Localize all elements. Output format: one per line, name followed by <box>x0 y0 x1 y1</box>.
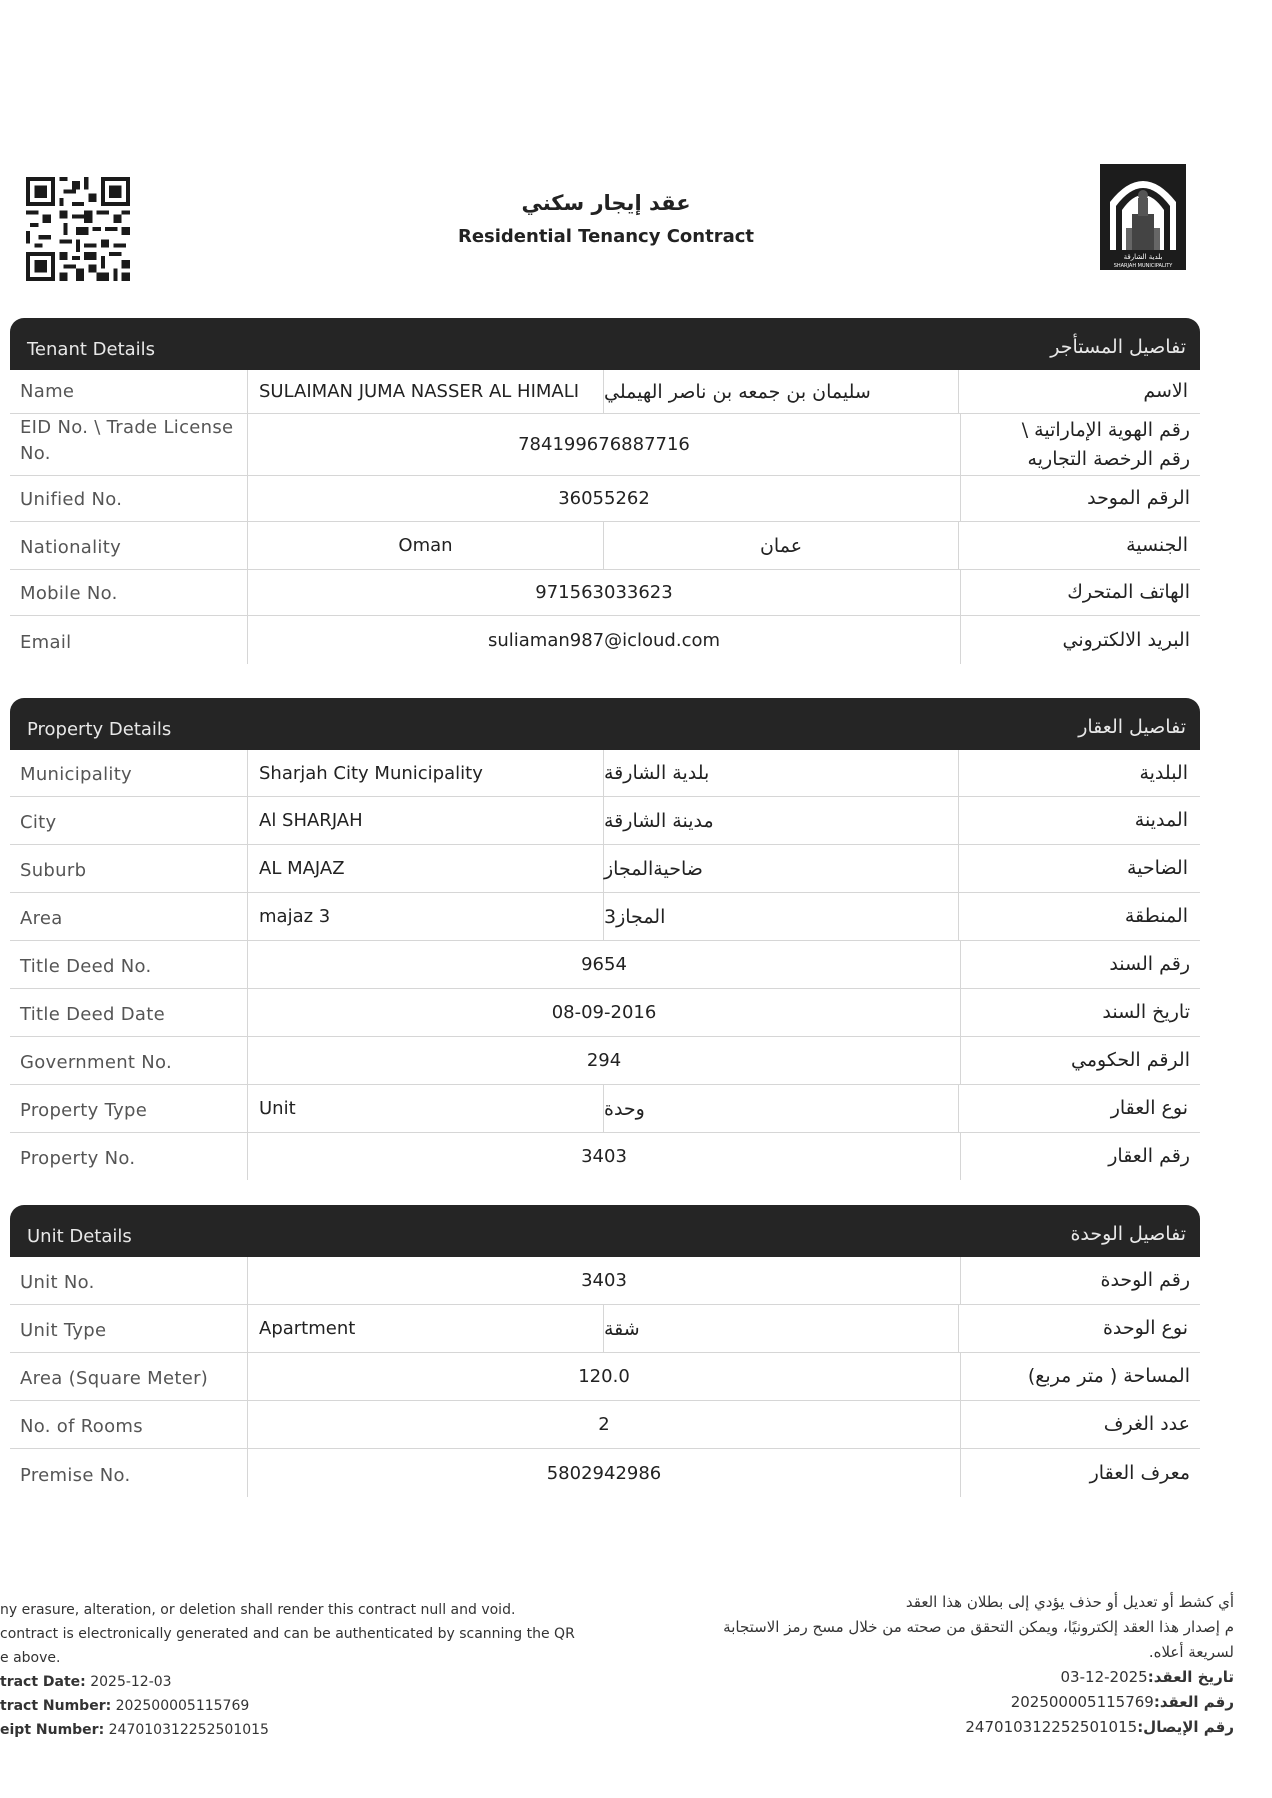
municipality-value-ar: بلدية الشارقة <box>604 750 959 796</box>
unified-label-ar: الرقم الموحد <box>1087 487 1190 510</box>
eid-label-line2: No. <box>20 442 51 464</box>
rooms-label-ar: عدد الغرف <box>1103 1413 1190 1436</box>
tenant-details-header <box>10 318 1200 370</box>
city-value-ar: مدينة الشارقة <box>604 797 959 844</box>
premise-label-ar: معرف العقار <box>1089 1461 1190 1484</box>
eid-label-line1: EID No. \ Trade License <box>20 416 234 438</box>
footer-en-line1: ny erasure, alteration, or deletion shall render this contract null and void. <box>0 1602 516 1618</box>
unit-type-value-ar: شقة <box>604 1305 959 1352</box>
property-no-label: Property No. <box>10 1133 248 1180</box>
premise-label: Premise No. <box>10 1449 248 1497</box>
unit-type-label: Unit Type <box>10 1305 248 1352</box>
email-value: suliaman987@icloud.com <box>248 616 961 664</box>
unit-area-label: Area (Square Meter) <box>10 1353 248 1400</box>
property-header-ar: تفاصيل العقار <box>1078 716 1186 738</box>
property-details-section <box>10 698 1200 1180</box>
mobile-label-ar: الهاتف المتحرك <box>1067 581 1190 604</box>
municipality-value-en: Sharjah City Municipality <box>248 750 604 796</box>
email-label: Email <box>10 616 248 664</box>
title-deed-no-label: Title Deed No. <box>10 941 248 988</box>
municipality-row <box>10 750 1200 797</box>
eid-label-ar-line1: رقم الهوية الإماراتية \ <box>1021 419 1190 441</box>
government-no-label: Government No. <box>10 1037 248 1084</box>
title-deed-date-label: Title Deed Date <box>10 989 248 1036</box>
government-no-value: 294 <box>248 1037 961 1084</box>
email-label-ar: البريد الالكتروني <box>1062 628 1190 651</box>
property-no-row <box>10 1133 1200 1180</box>
property-type-value-ar: وحدة <box>604 1085 959 1132</box>
suburb-value-ar: ضاحيةالمجاز <box>604 845 959 892</box>
unit-header-ar: تفاصيل الوحدة <box>1070 1223 1186 1245</box>
receipt-number-label-ar: رقم الإيصال: <box>1137 1718 1234 1736</box>
tenant-details-section <box>10 318 1200 664</box>
area-value-en: majaz 3 <box>248 893 604 940</box>
area-value-ar: المجاز3 <box>604 893 959 940</box>
title-english: Residential Tenancy Contract <box>457 226 755 247</box>
mobile-label: Mobile No. <box>10 570 248 615</box>
logo-text-ar: بلدية الشارقة <box>1123 253 1163 261</box>
city-value-en: Al SHARJAH <box>248 797 604 844</box>
nationality-value-en: Oman <box>248 522 604 569</box>
property-type-value-en: Unit <box>248 1085 604 1132</box>
name-label-ar: الاسم <box>1143 380 1188 403</box>
unit-area-row <box>10 1353 1200 1401</box>
contract-number-label: tract Number: <box>0 1698 112 1714</box>
premise-row <box>10 1449 1200 1497</box>
property-type-label-ar: نوع العقار <box>1110 1097 1188 1120</box>
unit-details-header <box>10 1205 1200 1257</box>
footer-ar-contract-date <box>634 1665 1234 1690</box>
footer-en-line3: e above. <box>0 1650 61 1666</box>
suburb-row <box>10 845 1200 893</box>
logo-text-en: SHARJAH MUNICIPALITY <box>1113 263 1173 269</box>
contract-date-label: tract Date: <box>0 1674 86 1690</box>
contract-date-value: 2025-12-03 <box>85 1674 172 1690</box>
footer-ar-line1: أي كشط أو تعديل أو حذف يؤدي إلى بطلان هذا العقد <box>905 1593 1234 1611</box>
unified-value: 36055262 <box>248 476 961 521</box>
tenant-email-row <box>10 616 1200 664</box>
name-value-en: SULAIMAN JUMA NASSER AL HIMALI <box>248 370 604 413</box>
unit-type-value-en: Apartment <box>248 1305 604 1352</box>
tenant-header-ar: تفاصيل المستأجر <box>1050 336 1186 358</box>
eid-label <box>10 414 248 475</box>
name-label: Name <box>10 370 248 413</box>
title-deed-date-value: 08-09-2016 <box>248 989 961 1036</box>
footer-english <box>0 1598 600 1742</box>
footer-en-contract-date <box>0 1670 600 1694</box>
footer-ar-receipt-number <box>634 1715 1234 1740</box>
unit-no-value: 3403 <box>248 1257 961 1304</box>
government-no-row <box>10 1037 1200 1085</box>
footer-en-receipt-number <box>0 1718 600 1742</box>
contract-date-value-ar: 2025-12-03 <box>1060 1668 1148 1686</box>
contract-date-label-ar: تاريخ العقد: <box>1147 1668 1234 1686</box>
unified-label: Unified No. <box>10 476 248 521</box>
tenant-header-en: Tenant Details <box>27 339 156 360</box>
footer-en-contract-number <box>0 1694 600 1718</box>
unit-area-value: 120.0 <box>248 1353 961 1400</box>
title-deed-date-label-ar: تاريخ السند <box>1102 1001 1190 1024</box>
tenant-name-row <box>10 370 1200 414</box>
eid-label-ar-line2: رقم الرخصة التجاريه <box>1027 447 1190 470</box>
nationality-label: Nationality <box>10 522 248 569</box>
tenant-unified-row <box>10 476 1200 522</box>
contract-number-label-ar: رقم العقد: <box>1153 1693 1234 1711</box>
municipality-label-ar: البلدية <box>1139 761 1188 784</box>
sharjah-municipality-logo <box>1098 162 1188 272</box>
government-no-label-ar: الرقم الحكومي <box>1071 1049 1190 1072</box>
property-type-label: Property Type <box>10 1085 248 1132</box>
footer-en-line2: contract is electronically generated and can be authenticated by scanning the QR <box>0 1626 575 1642</box>
title-deed-no-row <box>10 941 1200 989</box>
rooms-value: 2 <box>248 1401 961 1448</box>
footer-ar-contract-number <box>634 1690 1234 1715</box>
area-label: Area <box>10 893 248 940</box>
unit-no-row <box>10 1257 1200 1305</box>
footer-ar-line2: م إصدار هذا العقد إلكترونيًا، ويمكن التحقق من صحته من خلال مسح رمز الاستجابة <box>723 1618 1234 1636</box>
eid-value: 784199676887716 <box>248 414 961 475</box>
rooms-label: No. of Rooms <box>10 1401 248 1448</box>
city-label: City <box>10 797 248 844</box>
city-label-ar: المدينة <box>1134 809 1188 832</box>
property-details-header <box>10 698 1200 750</box>
receipt-number-value-ar: 247010312252501015 <box>965 1718 1138 1736</box>
tenant-nationality-row <box>10 522 1200 570</box>
area-label-ar: المنطقة <box>1124 905 1188 928</box>
name-value-ar: سليمان بن جمعه بن ناصر الهيملي <box>604 370 959 413</box>
nationality-value-ar: عمان <box>604 522 959 569</box>
mobile-value: 971563033623 <box>248 570 961 615</box>
unit-type-label-ar: نوع الوحدة <box>1102 1317 1188 1340</box>
tenant-eid-row <box>10 414 1200 476</box>
footer-ar-line3: لسريعة أعلاه. <box>1148 1643 1234 1661</box>
suburb-label-ar: الضاحية <box>1127 857 1188 880</box>
suburb-label: Suburb <box>10 845 248 892</box>
unit-area-label-ar: المساحة ( متر مربع) <box>1027 1365 1190 1388</box>
rooms-row <box>10 1401 1200 1449</box>
unit-type-row <box>10 1305 1200 1353</box>
receipt-number-label: eipt Number: <box>0 1722 105 1738</box>
unit-details-section <box>10 1205 1200 1497</box>
city-row <box>10 797 1200 845</box>
premise-value: 5802942986 <box>248 1449 961 1497</box>
contract-number-value-ar: 202500005115769 <box>1010 1693 1154 1711</box>
contract-number-value: 202500005115769 <box>111 1698 250 1714</box>
title-deed-date-row <box>10 989 1200 1037</box>
area-row <box>10 893 1200 941</box>
footer-arabic <box>634 1590 1234 1740</box>
tenant-mobile-row <box>10 570 1200 616</box>
title-arabic: عقد إيجار سكني <box>521 191 691 215</box>
nationality-label-ar: الجنسية <box>1126 534 1188 557</box>
municipality-label: Municipality <box>10 750 248 796</box>
title-deed-no-label-ar: رقم السند <box>1109 953 1190 976</box>
property-header-en: Property Details <box>27 719 172 740</box>
title-deed-no-value: 9654 <box>248 941 961 988</box>
unit-no-label-ar: رقم الوحدة <box>1100 1269 1190 1292</box>
property-no-label-ar: رقم العقار <box>1108 1145 1190 1168</box>
unit-header-en: Unit Details <box>27 1226 132 1247</box>
unit-no-label: Unit No. <box>10 1257 248 1304</box>
eid-label-ar <box>961 414 1200 475</box>
receipt-number-value: 247010312252501015 <box>104 1722 269 1738</box>
property-no-value: 3403 <box>248 1133 961 1180</box>
suburb-value-en: AL MAJAZ <box>248 845 604 892</box>
property-type-row <box>10 1085 1200 1133</box>
